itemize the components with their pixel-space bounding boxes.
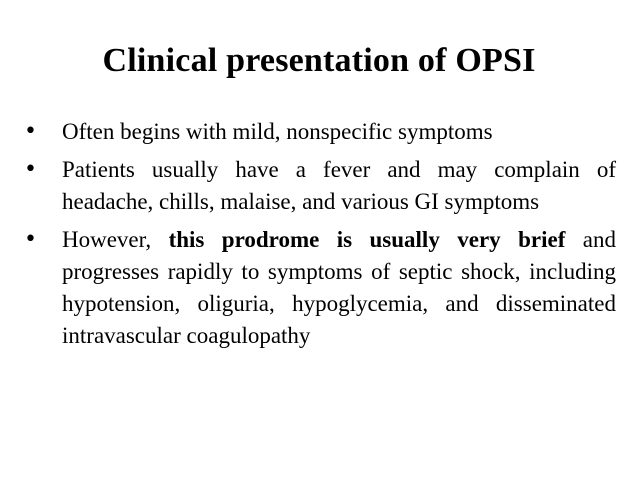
bullet-icon: • xyxy=(24,119,37,144)
bullet-text: Patients usually have a fever and may complain of headache, chills, malaise, and various GI symptoms xyxy=(62,157,616,214)
bullet-list xyxy=(24,116,616,358)
bullet-text-bold: this prodrome is usually very brief xyxy=(168,227,566,252)
slide-title: Clinical presentation of OPSI xyxy=(102,42,536,79)
bullet-item xyxy=(24,154,616,218)
bullet-text: Often begins with mild, nonspecific symptoms xyxy=(62,119,493,144)
bullet-icon: • xyxy=(24,227,37,252)
bullet-text-after: and progresses rapidly to symptoms of septic shock, including hypotension, oliguria, hypoglycemia, and disseminated intravascular coagulopathy xyxy=(62,227,616,348)
bullet-text-before: However, xyxy=(62,227,169,252)
bullet-item xyxy=(24,116,616,148)
bullet-icon: • xyxy=(24,157,37,182)
bullet-item xyxy=(24,224,616,352)
